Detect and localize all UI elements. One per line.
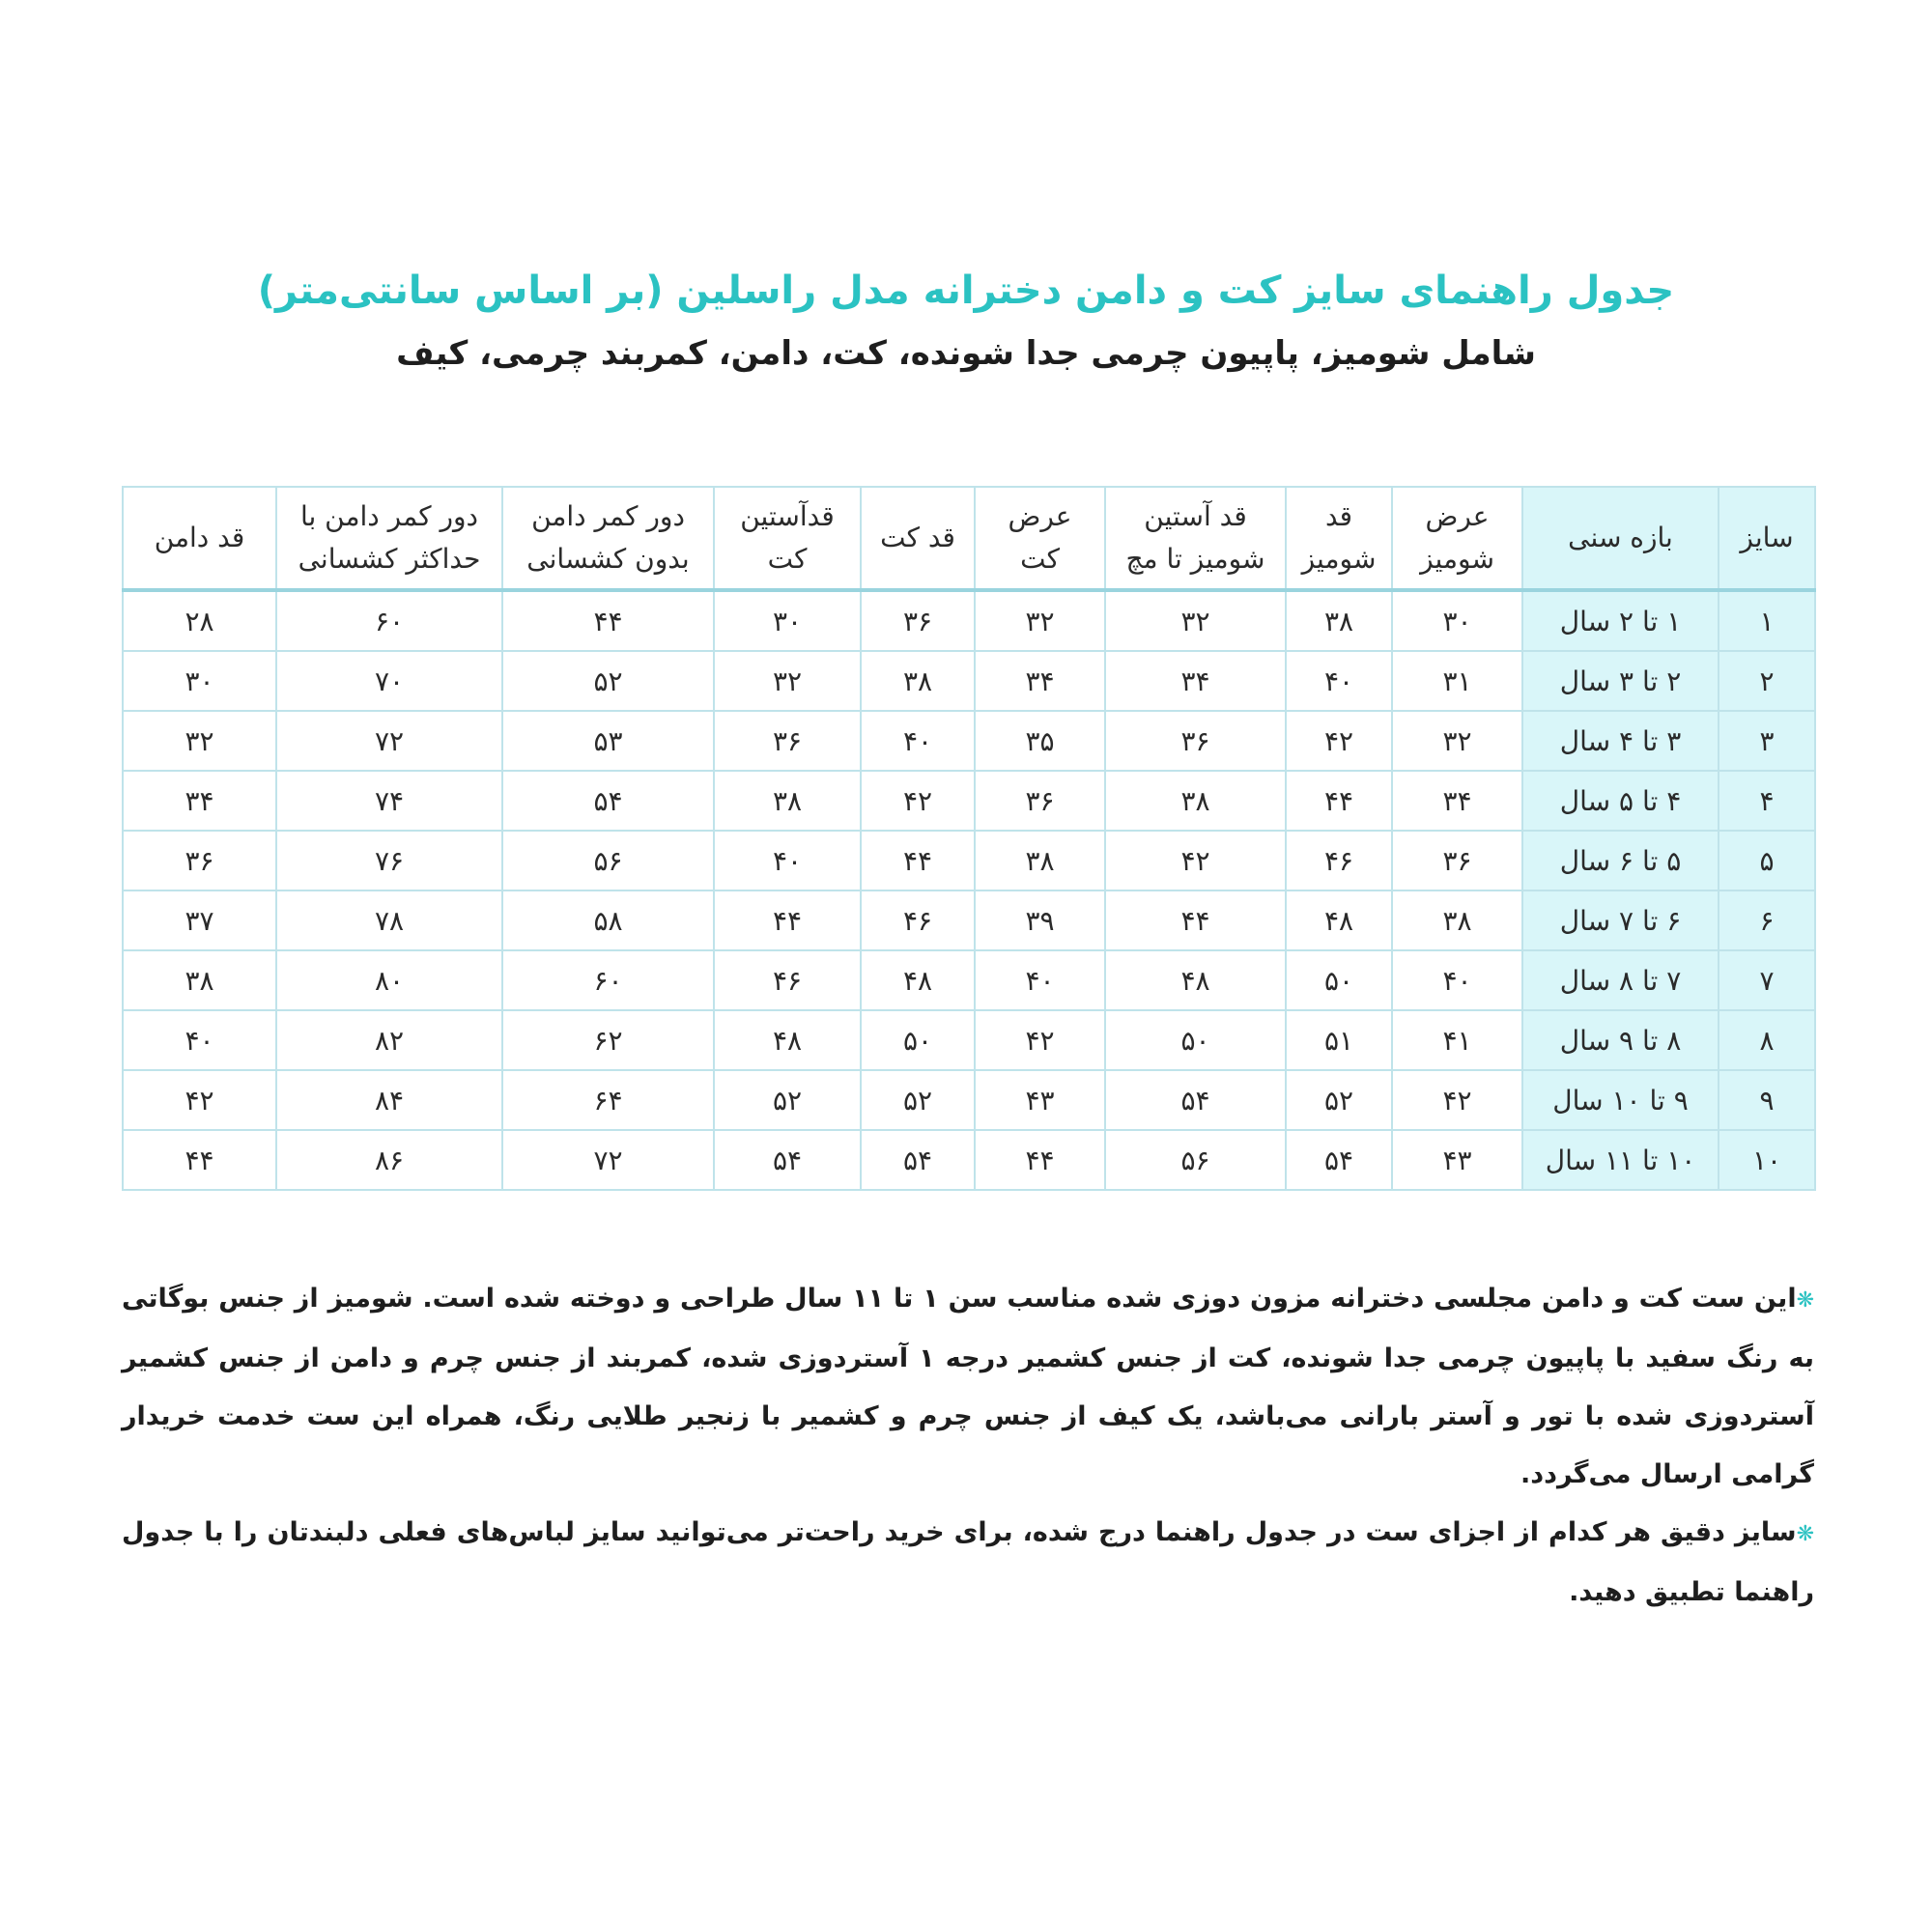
table-row (123, 831, 1815, 890)
measurement-cell: ۵۸ (502, 890, 714, 950)
measurement-cell: ۳۲ (123, 711, 276, 771)
measurement-cell: ۸۰ (276, 950, 502, 1010)
column-header: قد شومیز (1286, 487, 1392, 590)
note-text-1: این ست کت و دامن مجلسی دخترانه مزون دوزی شده مناسب سن ۱ تا ۱۱ سال طراحی و دوخته شده است. شومیز از جنس بوگاتی به رنگ سفید با پاپیون چرمی جدا شونده، کت از جنس کشمیر درجه ۱ آستردوزی شده، کمربند از جنس چرم و دامن از جنس کشمیر آستردوزی شده با تور و آستر بارانی می‌باشد، یک کیف از جنس چرم و کشمیر با زنجیر طلایی رنگ، همراه این ست خدمت خریدار گرامی ارسال می‌گردد. (122, 1284, 1815, 1489)
table-body (123, 590, 1815, 1190)
measurement-cell: ۴۲ (1392, 1070, 1522, 1130)
note-paragraph-1 (122, 1270, 1814, 1504)
measurement-cell: ۳۵ (975, 711, 1105, 771)
measurement-cell: ۳۰ (714, 590, 861, 651)
measurement-cell: ۷۲ (502, 1130, 714, 1190)
measurement-cell: ۳۸ (1105, 771, 1286, 831)
page-title: جدول راهنمای سایز کت و دامن دخترانه مدل راسلین (بر اساس سانتی‌متر) (257, 269, 1675, 313)
measurement-cell: ۴۳ (975, 1070, 1105, 1130)
column-header: دور کمر دامن بدون کشسانی (502, 487, 714, 590)
measurement-cell: ۸۴ (276, 1070, 502, 1130)
measurement-cell: ۴۸ (1105, 950, 1286, 1010)
measurement-cell: ۵۲ (502, 651, 714, 711)
measurement-cell: ۵۴ (861, 1130, 975, 1190)
column-header: قد کت (861, 487, 975, 590)
column-header: سایز (1719, 487, 1815, 590)
measurement-cell: ۳۴ (1392, 771, 1522, 831)
note-text-2: سایز دقیق هر کدام از اجزای ست در جدول راهنما درج شده، برای خرید راحت‌تر می‌توانید سایز لباس‌های فعلی دلبندتان را با جدول راهنما تطبیق دهید. (122, 1517, 1814, 1607)
measurement-cell: ۳۹ (975, 890, 1105, 950)
measurement-cell: ۴۰ (1286, 651, 1392, 711)
description-notes (122, 1270, 1814, 1622)
measurement-cell: ۴۴ (1286, 771, 1392, 831)
size-table-container (122, 486, 1814, 1191)
table-row (123, 1130, 1815, 1190)
age-range-cell: ۸ تا ۹ سال (1522, 1010, 1719, 1070)
column-header: قد دامن (123, 487, 276, 590)
measurement-cell: ۳۲ (1105, 590, 1286, 651)
measurement-cell: ۴۳ (1392, 1130, 1522, 1190)
size-cell: ۷ (1719, 950, 1815, 1010)
size-cell: ۹ (1719, 1070, 1815, 1130)
measurement-cell: ۳۰ (123, 651, 276, 711)
asterisk-icon: ❋ (1796, 1522, 1814, 1546)
measurement-cell: ۳۲ (975, 590, 1105, 651)
measurement-cell: ۳۶ (861, 590, 975, 651)
measurement-cell: ۴۴ (502, 590, 714, 651)
size-cell: ۱ (1719, 590, 1815, 651)
measurement-cell: ۴۶ (714, 950, 861, 1010)
column-header: بازه سنی (1522, 487, 1719, 590)
measurement-cell: ۷۴ (276, 771, 502, 831)
column-header: قدآستین کت (714, 487, 861, 590)
table-row (123, 890, 1815, 950)
measurement-cell: ۳۴ (1105, 651, 1286, 711)
measurement-cell: ۵۰ (861, 1010, 975, 1070)
measurement-cell: ۵۶ (502, 831, 714, 890)
measurement-cell: ۳۶ (975, 771, 1105, 831)
measurement-cell: ۵۰ (1286, 950, 1392, 1010)
age-range-cell: ۶ تا ۷ سال (1522, 890, 1719, 950)
measurement-cell: ۴۴ (123, 1130, 276, 1190)
measurement-cell: ۴۴ (975, 1130, 1105, 1190)
measurement-cell: ۳۸ (123, 950, 276, 1010)
measurement-cell: ۴۶ (1286, 831, 1392, 890)
age-range-cell: ۳ تا ۴ سال (1522, 711, 1719, 771)
measurement-cell: ۵۰ (1105, 1010, 1286, 1070)
table-row (123, 1010, 1815, 1070)
size-table (122, 486, 1816, 1191)
age-range-cell: ۹ تا ۱۰ سال (1522, 1070, 1719, 1130)
table-row (123, 771, 1815, 831)
table-row (123, 1070, 1815, 1130)
measurement-cell: ۴۴ (861, 831, 975, 890)
size-cell: ۶ (1719, 890, 1815, 950)
table-row (123, 651, 1815, 711)
measurement-cell: ۴۴ (1105, 890, 1286, 950)
table-row (123, 590, 1815, 651)
measurement-cell: ۳۴ (123, 771, 276, 831)
measurement-cell: ۴۲ (861, 771, 975, 831)
measurement-cell: ۴۰ (975, 950, 1105, 1010)
measurement-cell: ۵۲ (714, 1070, 861, 1130)
size-cell: ۲ (1719, 651, 1815, 711)
table-row (123, 950, 1815, 1010)
measurement-cell: ۷۶ (276, 831, 502, 890)
measurement-cell: ۵۳ (502, 711, 714, 771)
measurement-cell: ۳۸ (1392, 890, 1522, 950)
size-cell: ۸ (1719, 1010, 1815, 1070)
measurement-cell: ۴۰ (1392, 950, 1522, 1010)
size-cell: ۱۰ (1719, 1130, 1815, 1190)
column-header: دور کمر دامن با حداکثر کشسانی (276, 487, 502, 590)
measurement-cell: ۵۴ (1105, 1070, 1286, 1130)
measurement-cell: ۶۰ (276, 590, 502, 651)
size-cell: ۵ (1719, 831, 1815, 890)
table-header-row (123, 487, 1815, 590)
measurement-cell: ۳۷ (123, 890, 276, 950)
note-paragraph-2 (122, 1504, 1814, 1622)
measurement-cell: ۴۱ (1392, 1010, 1522, 1070)
measurement-cell: ۳۸ (1286, 590, 1392, 651)
age-range-cell: ۷ تا ۸ سال (1522, 950, 1719, 1010)
measurement-cell: ۳۴ (975, 651, 1105, 711)
measurement-cell: ۴۰ (861, 711, 975, 771)
measurement-cell: ۳۸ (975, 831, 1105, 890)
measurement-cell: ۳۱ (1392, 651, 1522, 711)
age-range-cell: ۴ تا ۵ سال (1522, 771, 1719, 831)
measurement-cell: ۳۲ (1392, 711, 1522, 771)
measurement-cell: ۴۰ (714, 831, 861, 890)
page-subtitle: شامل شومیز، پاپیون چرمی جدا شونده، کت، دامن، کمربند چرمی، کیف (396, 334, 1536, 373)
measurement-cell: ۴۸ (1286, 890, 1392, 950)
measurement-cell: ۳۶ (1392, 831, 1522, 890)
measurement-cell: ۷۸ (276, 890, 502, 950)
measurement-cell: ۳۶ (123, 831, 276, 890)
measurement-cell: ۵۴ (714, 1130, 861, 1190)
measurement-cell: ۵۴ (1286, 1130, 1392, 1190)
age-range-cell: ۵ تا ۶ سال (1522, 831, 1719, 890)
column-header: عرض شومیز (1392, 487, 1522, 590)
column-header: عرض کت (975, 487, 1105, 590)
measurement-cell: ۷۰ (276, 651, 502, 711)
age-range-cell: ۱ تا ۲ سال (1522, 590, 1719, 651)
age-range-cell: ۱۰ تا ۱۱ سال (1522, 1130, 1719, 1190)
measurement-cell: ۴۲ (1286, 711, 1392, 771)
measurement-cell: ۴۸ (714, 1010, 861, 1070)
size-cell: ۳ (1719, 711, 1815, 771)
measurement-cell: ۴۲ (1105, 831, 1286, 890)
measurement-cell: ۳۰ (1392, 590, 1522, 651)
measurement-cell: ۶۲ (502, 1010, 714, 1070)
measurement-cell: ۴۲ (123, 1070, 276, 1130)
measurement-cell: ۲۸ (123, 590, 276, 651)
measurement-cell: ۵۴ (502, 771, 714, 831)
measurement-cell: ۸۲ (276, 1010, 502, 1070)
measurement-cell: ۵۲ (1286, 1070, 1392, 1130)
measurement-cell: ۸۶ (276, 1130, 502, 1190)
measurement-cell: ۶۴ (502, 1070, 714, 1130)
measurement-cell: ۳۸ (714, 771, 861, 831)
measurement-cell: ۳۲ (714, 651, 861, 711)
measurement-cell: ۴۶ (861, 890, 975, 950)
measurement-cell: ۴۸ (861, 950, 975, 1010)
asterisk-icon: ❋ (1796, 1288, 1815, 1313)
measurement-cell: ۶۰ (502, 950, 714, 1010)
measurement-cell: ۷۲ (276, 711, 502, 771)
measurement-cell: ۳۶ (1105, 711, 1286, 771)
measurement-cell: ۵۶ (1105, 1130, 1286, 1190)
measurement-cell: ۳۸ (861, 651, 975, 711)
measurement-cell: ۴۴ (714, 890, 861, 950)
measurement-cell: ۵۱ (1286, 1010, 1392, 1070)
measurement-cell: ۴۲ (975, 1010, 1105, 1070)
measurement-cell: ۵۲ (861, 1070, 975, 1130)
size-cell: ۴ (1719, 771, 1815, 831)
column-header: قد آستین شومیز تا مچ (1105, 487, 1286, 590)
measurement-cell: ۴۰ (123, 1010, 276, 1070)
age-range-cell: ۲ تا ۳ سال (1522, 651, 1719, 711)
table-row (123, 711, 1815, 771)
measurement-cell: ۳۶ (714, 711, 861, 771)
